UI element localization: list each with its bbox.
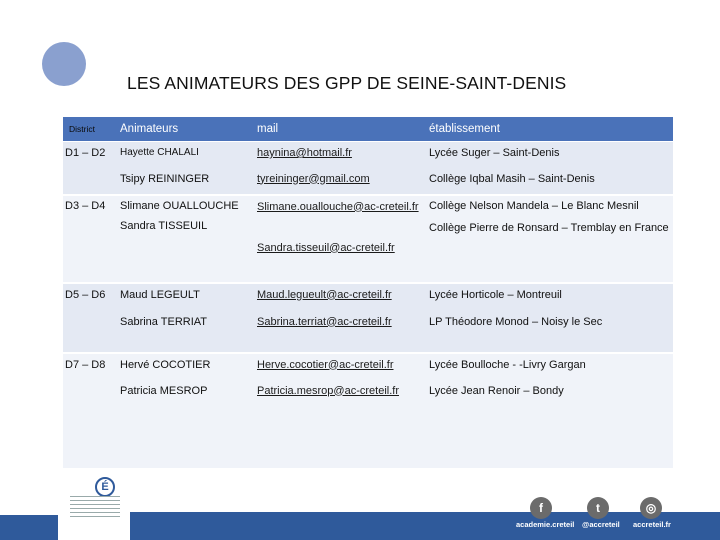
etablissement-cell: Lycée Boulloche - -Livry Gargan <box>425 354 673 380</box>
district-cell: D7 – D8 <box>63 354 116 380</box>
header-etablissement: établissement <box>425 117 673 142</box>
animateur-name: Hayette CHALALI <box>116 142 253 168</box>
academie-logo-mark: É <box>95 477 115 497</box>
table-header-row <box>63 117 673 142</box>
etablissement-cell: Collège Iqbal Masih – Saint-Denis <box>425 168 673 194</box>
header-district: District <box>63 117 116 142</box>
table-row <box>63 284 673 310</box>
mail-link[interactable]: Herve.cocotier@ac-creteil.fr <box>253 354 425 380</box>
animateur-name: Sandra TISSEUIL <box>116 218 253 238</box>
district-cell: D1 – D2 <box>63 142 116 168</box>
dribbble-icon[interactable]: ◎ <box>640 497 662 519</box>
district-cell: D3 – D4 <box>63 196 116 218</box>
table-row <box>63 380 673 468</box>
animators-table <box>63 117 673 468</box>
table-row <box>63 310 673 352</box>
facebook-icon[interactable]: f <box>530 497 552 519</box>
mail-link[interactable]: haynina@hotmail.fr <box>253 142 425 168</box>
twitter-icon[interactable]: t <box>587 497 609 519</box>
empty-cell <box>63 218 116 238</box>
etablissement-cell: Lycée Jean Renoir – Bondy <box>425 380 673 468</box>
empty-cell <box>116 238 253 282</box>
table-row <box>63 196 673 218</box>
table-row <box>63 142 673 168</box>
mail-link[interactable]: Slimane.ouallouche@ac-creteil.fr <box>253 196 425 238</box>
empty-cell <box>63 310 116 352</box>
table-row <box>63 354 673 380</box>
mail-link[interactable]: Maud.legueult@ac-creteil.fr <box>253 284 425 310</box>
animateur-name: Tsipy REININGER <box>116 168 253 194</box>
empty-cell <box>63 238 116 282</box>
animateur-name: Hervé COCOTIER <box>116 354 253 380</box>
animateur-name: Slimane OUALLOUCHE <box>116 196 253 218</box>
animateur-name: Sabrina TERRIAT <box>116 310 253 352</box>
mail-link[interactable]: Sandra.tisseuil@ac-creteil.fr <box>253 238 425 282</box>
academie-logo-lines <box>70 496 120 520</box>
header-mail: mail <box>253 117 425 142</box>
district-cell: D5 – D6 <box>63 284 116 310</box>
decorative-circle <box>42 42 86 86</box>
footer-band <box>130 512 720 540</box>
animateur-name: Patricia MESROP <box>116 380 253 468</box>
etablissement-cell: LP Théodore Monod – Noisy le Sec <box>425 310 673 352</box>
empty-cell <box>63 168 116 194</box>
website-label[interactable]: accreteil.fr <box>633 520 671 529</box>
mail-link[interactable]: Sabrina.terriat@ac-creteil.fr <box>253 310 425 352</box>
page-title: LES ANIMATEURS DES GPP DE SEINE-SAINT-DENIS <box>127 73 567 93</box>
twitter-label[interactable]: @accreteil <box>582 520 620 529</box>
table-row <box>63 168 673 194</box>
etablissement-cell: Collège Nelson Mandela – Le Blanc Mesnil <box>425 196 673 218</box>
mail-link[interactable]: Patricia.mesrop@ac-creteil.fr <box>253 380 425 468</box>
etablissement-cell: Lycée Horticole – Montreuil <box>425 284 673 310</box>
footer-left-strip <box>0 515 58 540</box>
empty-cell <box>63 380 116 468</box>
animateur-name: Maud LEGEULT <box>116 284 253 310</box>
header-animateurs: Animateurs <box>116 117 253 142</box>
mail-link[interactable]: tyreininger@gmail.com <box>253 168 425 194</box>
etablissement-cell: Lycée Suger – Saint-Denis <box>425 142 673 168</box>
etablissement-cell: Collège Pierre de Ronsard – Tremblay en France <box>425 218 673 282</box>
facebook-label[interactable]: academie.creteil <box>516 520 575 529</box>
